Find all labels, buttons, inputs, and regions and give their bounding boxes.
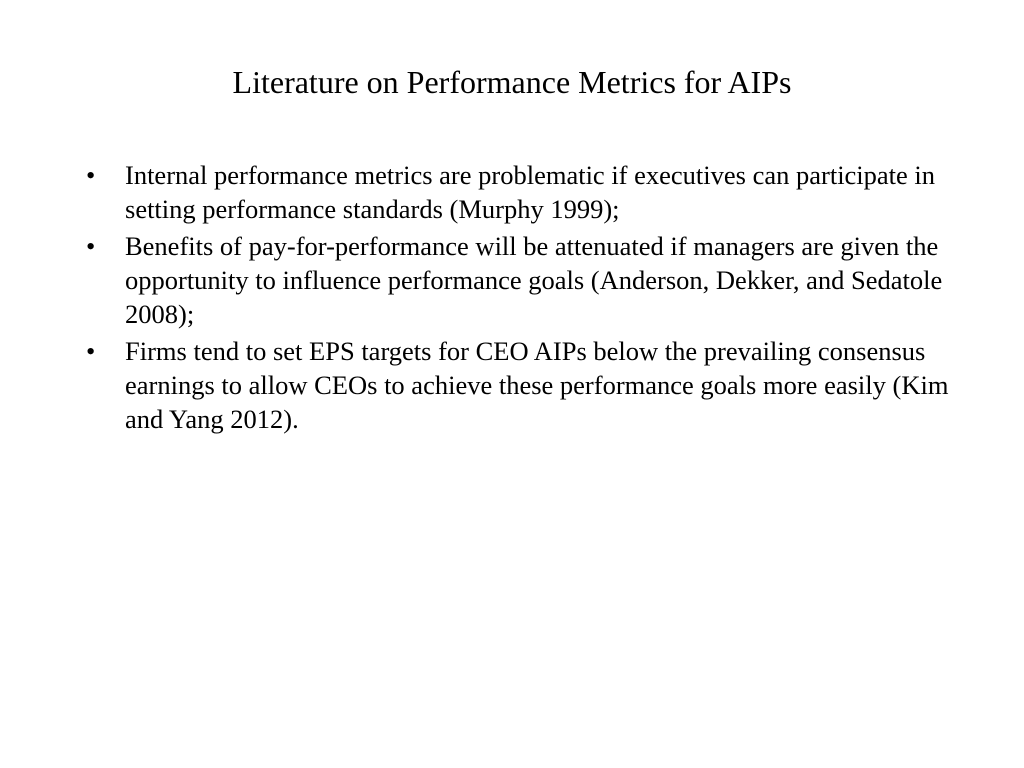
bullet-list (86, 158, 966, 439)
bullet-text: Firms tend to set EPS targets for CEO AIPs below the prevailing consensus earnings to allow CEOs to achieve these performance goals more easily (Kim and Yang 2012). (125, 336, 949, 434)
bullet-item (86, 158, 966, 226)
bullet-marker: • (86, 160, 96, 190)
bullet-text: Benefits of pay-for-performance will be attenuated if managers are given the opportunity to influence performance goals (Anderson, Dekker, and Sedatole 2008); (125, 231, 943, 329)
bullet-item (86, 229, 966, 331)
bullet-item (86, 334, 966, 436)
bullet-text: Internal performance metrics are problematic if executives can participate in setting performance standards (Murphy 1999); (125, 160, 936, 224)
bullet-marker: • (86, 336, 96, 366)
slide-title: Literature on Performance Metrics for AIPs (232, 64, 792, 100)
bullet-marker: • (86, 231, 96, 261)
